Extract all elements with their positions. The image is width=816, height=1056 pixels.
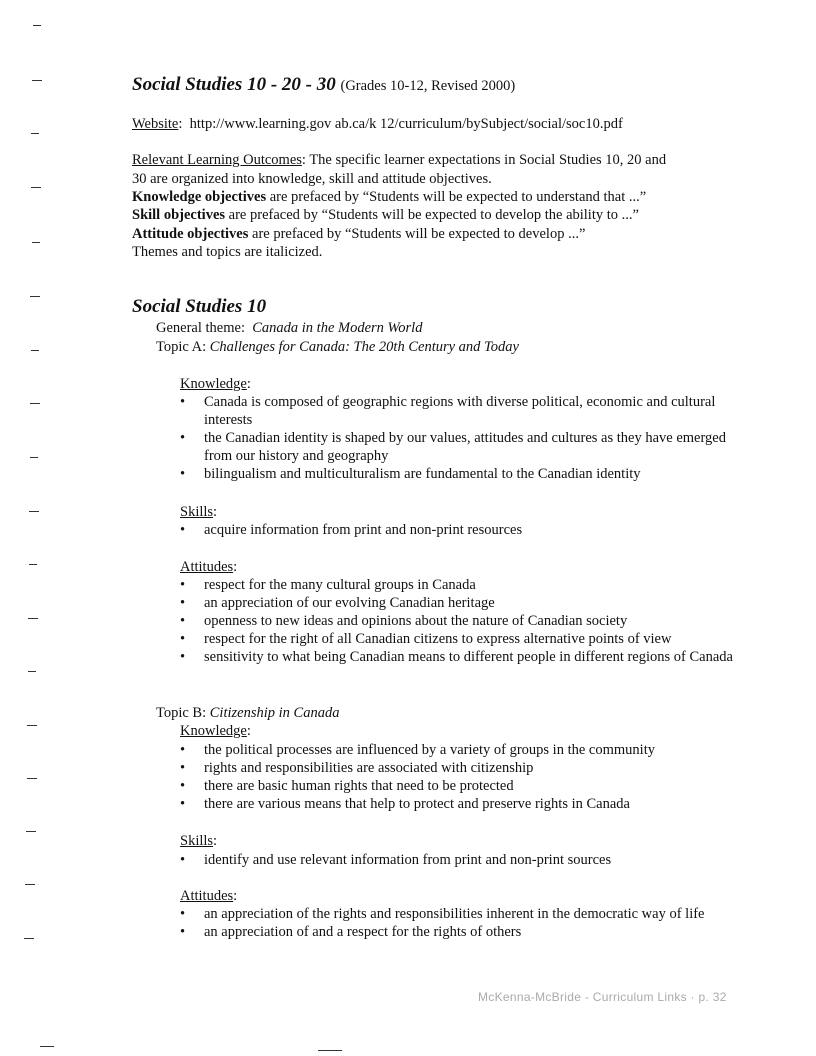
list-item: • sensitivity to what being Canadian means to different people in different regions of Canada [180,648,735,666]
list-item: • Canada is composed of geographic regions with diverse political, economic and cultural interests [180,393,735,429]
margin-mark [30,403,40,404]
general-theme: Canada in the Modern World [252,320,423,336]
topic-b-label: Topic B: [156,705,207,721]
attitude-objectives-term: Attitude objectives [132,226,249,242]
section-title: Social Studies 10 [132,296,267,317]
skill-objectives-line [132,206,639,224]
list-item: • there are various means that help to protect and preserve rights in Canada [180,795,735,813]
margin-mark [31,350,39,351]
outcomes-text: The specific learner expectations in Social Studies 10, 20 and [309,152,667,168]
website-link[interactable]: http://www.learning.gov ab.ca/k 12/curriculum/bySubject/social/soc10.pdf [189,116,623,132]
topic-b-knowledge-list [180,741,735,813]
heading-text: Skills [180,504,214,520]
knowledge-objectives-line [132,188,646,206]
topic-a-skills-heading: Skills: [180,504,218,520]
list-item: • there are basic human rights that need to be protected [180,777,735,795]
outcomes-line-2: 30 are organized into knowledge, skill and attitude objectives. [132,171,492,187]
margin-mark [30,457,38,458]
knowledge-objectives-term: Knowledge objectives [132,189,267,205]
margin-mark [31,187,41,188]
topic-a-attitudes-heading: Attitudes: [180,559,238,575]
margin-mark [40,1046,54,1047]
list-item: • an appreciation of our evolving Canadian heritage [180,594,735,612]
margin-mark [32,242,40,243]
margin-mark [27,725,37,726]
topic-a-skills-list [180,521,735,539]
margin-mark [28,618,38,619]
attitude-objectives-line [132,225,585,243]
topic-b-skills-heading: Skills: [180,833,218,849]
attitude-objectives-text: are prefaced by “Students will be expected to develop ...” [252,226,586,242]
margin-mark [31,133,39,134]
list-item: • an appreciation of the rights and responsibilities inherent in the democratic way of life [180,905,740,923]
list-item: • respect for the many cultural groups in Canada [180,576,735,594]
margin-mark [27,778,37,779]
topic-a-line [156,338,519,356]
knowledge-objectives-text: are prefaced by “Students will be expected to understand that ...” [269,189,647,205]
heading-text: Attitudes [180,888,234,904]
list-item: • the Canadian identity is shaped by our values, attitudes and cultures as they have emerged from our history and geography [180,429,735,465]
list-item: • rights and responsibilities are associated with citizenship [180,759,735,777]
document-title [132,76,515,95]
margin-mark [33,25,41,26]
heading-text: Skills [180,833,214,849]
skill-objectives-text: are prefaced by “Students will be expected to develop the ability to ...” [228,207,639,223]
heading-text: Attitudes [180,559,234,575]
list-item: • acquire information from print and non-print resources [180,521,735,539]
list-item: • openness to new ideas and opinions about the nature of Canadian society [180,612,735,630]
topic-a-label: Topic A: [156,339,207,355]
title-text: Social Studies 10 - 20 - 30 [132,74,336,95]
margin-mark [32,80,42,81]
themes-note: Themes and topics are italicized. [132,244,323,260]
list-item: • the political processes are influenced by a variety of groups in the community [180,741,735,759]
topic-a-title: Challenges for Canada: The 20th Century and Today [209,339,519,355]
outcomes-line-1: Relevant Learning Outcomes: The specific learner expectations in Social Studies 10, 20 and [132,152,667,168]
margin-mark [29,511,39,512]
margin-mark [29,564,37,565]
topic-a-attitudes-list [180,576,735,666]
topic-b-title: Citizenship in Canada [209,705,340,721]
general-theme-label: General theme: [156,320,245,336]
list-item: • identify and use relevant information from print and non-print sources [180,851,735,869]
margin-mark [24,938,34,939]
page-footer: McKenna-McBride - Curriculum Links · p. 32 [478,990,727,1004]
general-theme-line [156,319,422,337]
margin-mark [28,671,36,672]
margin-mark [318,1050,342,1051]
topic-a-knowledge-heading: Knowledge: [180,376,251,392]
list-item: • bilingualism and multiculturalism are fundamental to the Canadian identity [180,465,735,483]
list-item: • respect for the right of all Canadian citizens to express alternative points of view [180,630,735,648]
heading-text: Knowledge [180,723,247,739]
topic-a-knowledge-list [180,393,735,483]
website-line: Website: http://www.learning.gov ab.ca/k 12/curriculum/bySubject/social/soc10.pdf [132,116,623,132]
topic-b-attitudes-heading: Attitudes: [180,888,238,904]
margin-mark [30,296,40,297]
topic-b-knowledge-heading: Knowledge: [180,723,251,739]
title-note: (Grades 10-12, Revised 2000) [340,78,516,94]
skill-objectives-term: Skill objectives [132,207,226,223]
topic-b-line [156,704,339,722]
website-label: Website [132,116,179,132]
outcomes-label: Relevant Learning Outcomes [132,152,302,168]
topic-b-skills-list [180,851,735,869]
list-item: • an appreciation of and a respect for the rights of others [180,923,740,941]
margin-mark [26,831,36,832]
heading-text: Knowledge [180,376,247,392]
margin-mark [25,884,35,885]
topic-b-attitudes-list [180,905,740,941]
